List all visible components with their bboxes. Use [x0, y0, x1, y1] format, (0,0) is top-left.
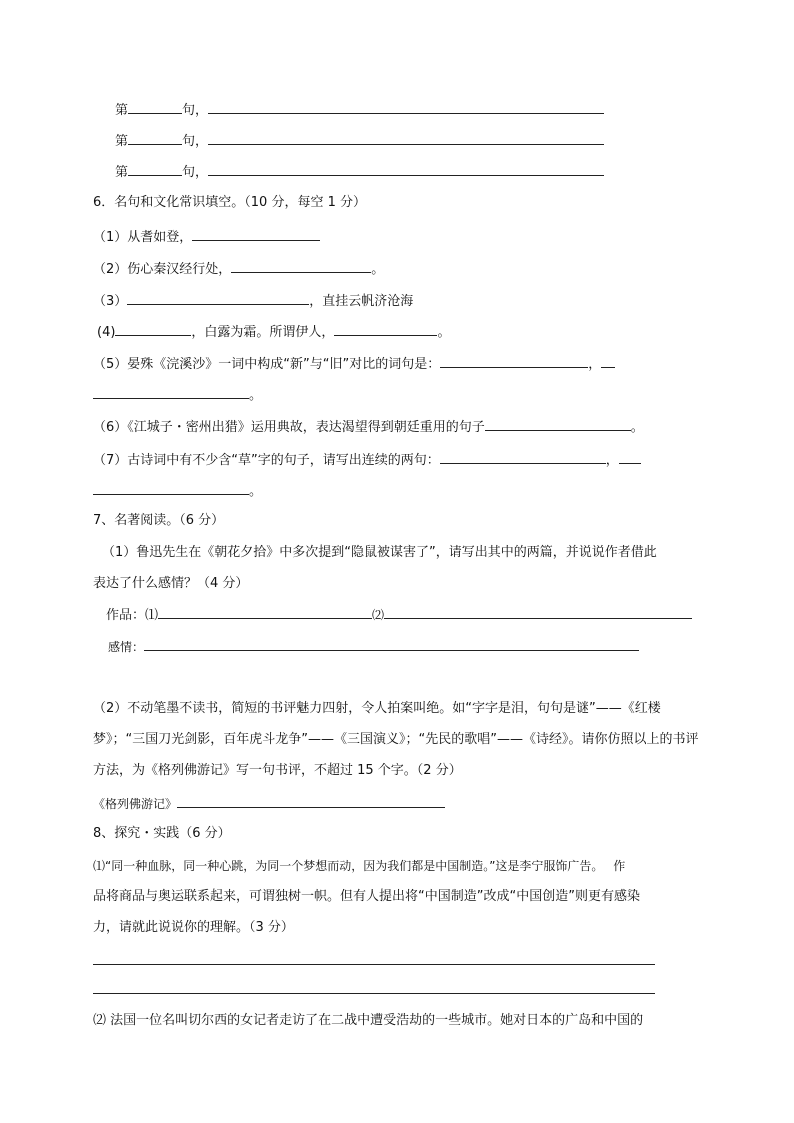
q8-part2-line1: ⑵ 法国一位名叫切尔西的女记者走访了在二战中遭受浩劫的一些城市。她对日本的广岛和中国的 — [93, 1013, 644, 1028]
q6-item-7-comma: ， — [605, 453, 619, 468]
q6-blank-4a[interactable] — [115, 323, 191, 336]
q6-item-2-end: 。 — [371, 262, 385, 277]
q8-answer-rule-1[interactable] — [93, 964, 655, 965]
gulliver-label: 《格列佛游记》 — [93, 797, 178, 811]
di-label: 第 — [115, 134, 129, 149]
sentence-answer-blank-1[interactable] — [208, 101, 604, 114]
q6-item-2 — [93, 260, 384, 278]
q8-part1-line1: ⑴“同一种血脉，同一种心跳，为同一个梦想而动，因为我们都是中国制造。”这是李宁服饰广告。 作 — [93, 859, 626, 873]
di-label: 第 — [115, 103, 129, 118]
sentence-answer-blank-2[interactable] — [208, 132, 604, 145]
answer-line-2 — [115, 132, 604, 150]
q6-item-1-text: （1）从耆如登， — [93, 230, 193, 245]
q6-item-5-end: 。 — [249, 388, 263, 403]
q8-answer-rule-2[interactable] — [93, 993, 655, 994]
q6-item-7 — [93, 451, 641, 469]
sentence-answer-blank-3[interactable] — [208, 163, 604, 176]
q7-feeling-row — [108, 638, 639, 655]
q6-blank-4b[interactable] — [334, 323, 437, 336]
q6-blank-5a[interactable] — [440, 355, 588, 368]
ju-label: 句， — [182, 134, 209, 149]
q6-item-5 — [93, 355, 615, 373]
sentence-number-blank-2[interactable] — [128, 132, 182, 145]
q6-blank-6[interactable] — [485, 418, 631, 431]
feeling-blank[interactable] — [144, 638, 639, 651]
q6-item-3-num: （3） — [93, 294, 128, 309]
q7-gulliver-row — [93, 795, 445, 812]
q7-part1-line2: 表达了什么感情？（4 分） — [93, 576, 249, 591]
q7-heading: 7、名著阅读。（6 分） — [93, 513, 225, 528]
q8-heading: 8、探究・实践（6 分） — [93, 826, 231, 841]
q7-part2-line2: 梦》；“三国刀光剑影，百年虎斗龙争”——《三国演义》；“先民的歌唱”——《诗经》。请你仿照以上的书评 — [93, 732, 699, 747]
sentence-number-blank-3[interactable] — [128, 163, 182, 176]
q6-item-7-cont — [93, 482, 262, 500]
q6-item-6 — [93, 418, 644, 436]
q6-item-7-text: （7）古诗词中有不少含“草”字的句子，请写出连续的两句： — [93, 453, 440, 468]
q6-item-5-comma: ， — [588, 357, 602, 372]
work-2-label: ⑵ — [372, 608, 385, 622]
q6-item-4 — [97, 323, 450, 341]
ju-label: 句， — [182, 103, 209, 118]
q6-blank-1[interactable] — [192, 228, 320, 241]
q6-item-3-text: ，直挂云帆济沧海 — [309, 294, 414, 309]
answer-line-1 — [115, 101, 604, 119]
q6-blank-5b-start[interactable] — [601, 355, 615, 368]
feeling-label: 感情： — [108, 640, 145, 654]
q7-part1-line1: （1）鲁迅先生在《朝花夕拾》中多次提到“隐鼠被谋害了”，请写出其中的两篇，并说说作者借此 — [102, 545, 657, 560]
q6-item-2-text: （2）伤心秦汉经行处， — [93, 262, 232, 277]
q8-part1-line2: 品将商品与奥运联系起来，可谓独树一帜。但有人提出将“中国制造”改成“中国创造”则更有感染 — [93, 889, 640, 904]
q6-blank-7b[interactable] — [93, 482, 249, 495]
q6-heading: 6．名句和文化常识填空。（10 分，每空 1 分） — [93, 195, 366, 210]
q6-item-6-text: （6）《江城子・密州出猎》运用典故，表达渴望得到朝廷重用的句子 — [93, 420, 485, 435]
gulliver-review-blank[interactable] — [177, 795, 445, 808]
q6-blank-3[interactable] — [127, 292, 309, 305]
q6-item-5-text: （5）晏殊《浣溪沙》一词中构成“新”与“旧”对比的词句是： — [93, 357, 441, 372]
q7-works-row — [106, 606, 692, 624]
work-1-blank[interactable] — [158, 606, 372, 619]
q6-item-5-cont — [93, 386, 262, 404]
works-label: 作品：⑴ — [106, 608, 159, 623]
q6-blank-2[interactable] — [231, 260, 371, 273]
q6-item-4-end: 。 — [437, 325, 451, 340]
ju-label: 句， — [182, 165, 209, 180]
q6-blank-5b[interactable] — [93, 386, 249, 399]
q6-item-6-end: 。 — [630, 420, 644, 435]
work-2-blank[interactable] — [384, 606, 692, 619]
q6-item-1 — [93, 228, 320, 246]
q7-part2-line1: （2）不动笔墨不读书，简短的书评魅力四射，令人拍案叫绝。如“字字是泪，句句是谜”——《红楼 — [93, 701, 661, 716]
answer-line-3 — [115, 163, 604, 181]
q6-blank-7a[interactable] — [440, 451, 606, 464]
sentence-number-blank-1[interactable] — [128, 101, 182, 114]
q7-part2-line3: 方法，为《格列佛游记》写一句书评，不超过 15 个字。（2 分） — [93, 763, 462, 778]
q8-part1-line3: 力，请就此说说你的理解。（3 分） — [93, 920, 294, 935]
di-label: 第 — [115, 165, 129, 180]
q6-item-4-text: ，白露为霜。所谓伊人， — [191, 325, 335, 340]
q6-blank-7b-start[interactable] — [619, 451, 641, 464]
q6-item-4-num: (4) — [97, 325, 116, 340]
q6-item-3 — [93, 292, 413, 310]
q6-item-7-end: 。 — [249, 484, 263, 499]
